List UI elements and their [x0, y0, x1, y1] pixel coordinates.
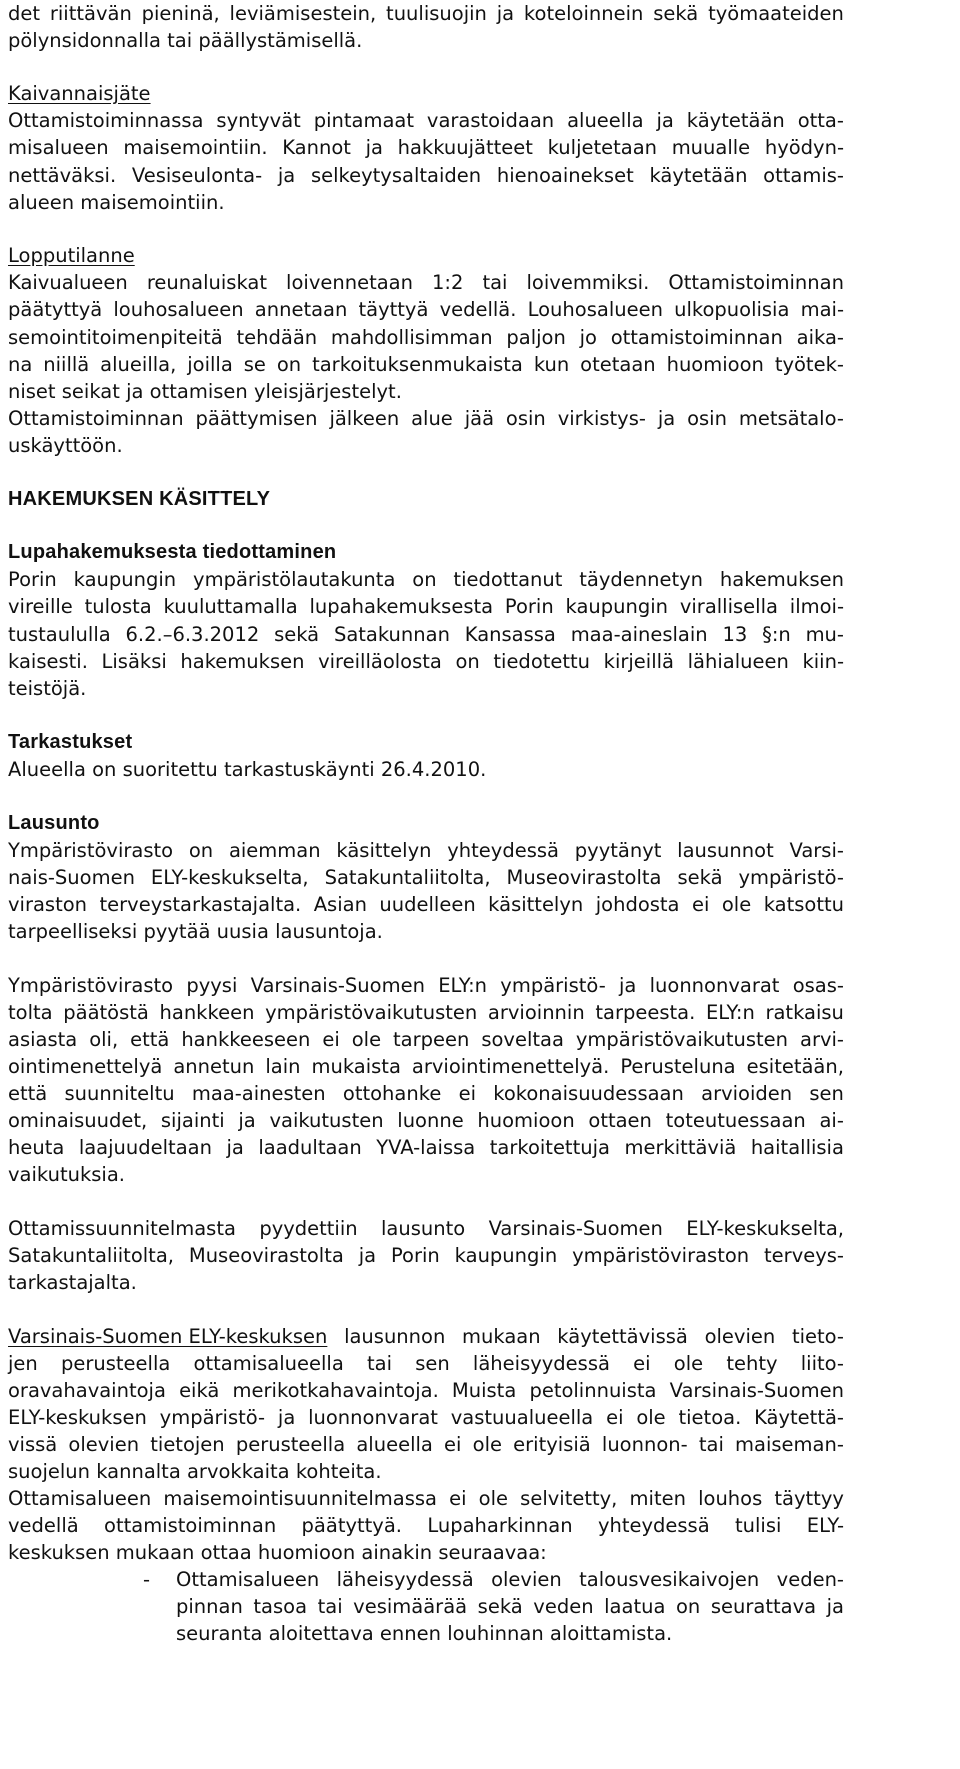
- kaivannaisjate-title: Kaivannaisjäte: [8, 82, 151, 105]
- tarkastukset-title: Tarkastukset: [8, 731, 133, 753]
- text-line: ELY-keskuksen ympäristö- ja luonnonvarat vastuualueella ei ole tietoa. Käytettä-: [8, 1406, 844, 1429]
- text-line: heuta laajuudeltaan ja laadultaan YVA-laissa tarkoitettuja merkittäviä haitallisia: [8, 1136, 844, 1159]
- text-line: Ympäristövirasto on aiemman käsittelyn yhteydessä pyytänyt lausunnot Varsi-: [8, 839, 844, 862]
- text-line: nais-Suomen ELY-keskukselta, Satakuntaliitolta, Museovirastolta sekä ympäristö-: [8, 866, 844, 889]
- text-line: vaikutuksia.: [8, 1163, 125, 1186]
- text-line: päätyttyä louhosalueen annetaan täyttyä vedellä. Louhosalueen ulkopuolisia mai-: [8, 298, 844, 321]
- text-line: niset seikat ja ottamisen yleisjärjestelyt.: [8, 380, 402, 403]
- text-line: Ottamistoiminnassa syntyvät pintamaat varastoidaan alueella ja käytetään otta-: [8, 109, 844, 132]
- text-line: det riittävän pieninä, leviämisestein, tuulisuojin ja koteloinnein sekä työmaateiden: [8, 2, 844, 25]
- text-line: Ottamisalueen maisemointisuunnitelmassa ei ole selvitetty, miten louhos täyttyy: [8, 1487, 844, 1510]
- text-line: vissä olevien tietojen perusteella alueella ei ole erityisiä luonnon- tai maiseman-: [8, 1433, 844, 1456]
- text-line: na niillä alueilla, joilla se on tarkoituksenmukaista kun otetaan huomioon työtek-: [8, 353, 844, 376]
- text-line: Ottamisalueen läheisyydessä olevien talousvesikaivojen veden-: [176, 1568, 844, 1591]
- text-line: tarkastajalta.: [8, 1271, 137, 1294]
- lausunto-title: Lausunto: [8, 812, 100, 834]
- text-line: vireille tulosta kuuluttamalla lupahakemuksesta Porin kaupungin virallisella ilmoi-: [8, 595, 844, 618]
- text-line: että suunniteltu maa-ainesten ottohanke ei kokonaisuudessaan arvioiden sen: [8, 1082, 844, 1105]
- text-line: alueen maisemointiin.: [8, 191, 225, 214]
- lupahakemuksesta-title: Lupahakemuksesta tiedottaminen: [8, 541, 337, 563]
- text-line: misalueen maisemointiin. Kannot ja hakkuujätteet kuljetetaan muualle hyödyn-: [8, 136, 844, 159]
- text-line: semointitoimenpiteitä tehdään mahdollisimman paljon jo ottamistoiminnan aika-: [8, 326, 844, 349]
- text-line: seuranta aloitettava ennen louhinnan aloittamista.: [176, 1622, 673, 1645]
- text-line: pölynsidonnalla tai päällystämisellä.: [8, 29, 363, 52]
- text-line: tolta päätöstä hankkeen ympäristövaikutusten arvioinnin tarpeesta. ELY:n ratkaisu: [8, 1001, 844, 1024]
- text-line: jen perusteella ottamisalueella tai sen läheisyydessä ei ole tehty liito-: [8, 1352, 844, 1375]
- bullet-dash: -: [143, 1568, 151, 1591]
- text-line: Satakuntaliitolta, Museovirastolta ja Porin kaupungin ympäristöviraston terveys-: [8, 1244, 844, 1267]
- text-line: asiasta oli, että hankkeeseen ei ole tarpeen soveltaa ympäristövaikutusten arvi-: [8, 1028, 844, 1051]
- text-line: Ottamistoiminnan päättymisen jälkeen alue jää osin virkistys- ja osin metsätalo-: [8, 407, 844, 430]
- text-line: oravahavaintoja eikä merikotkahavaintoja. Muista petolinnuista Varsinais-Suomen: [8, 1379, 844, 1402]
- text-line: suojelun kannalta arvokkaita kohteita.: [8, 1460, 382, 1483]
- text-line: Varsinais-Suomen ELY-keskuksen lausunnon mukaan käytettävissä olevien tieto-: [8, 1325, 844, 1348]
- hakemuksen-kasittely-title: HAKEMUKSEN KÄSITTELY: [8, 488, 271, 510]
- text-line: ointimenettelyä annetun lain mukaista arviointimenettelyä. Perusteluna esitetään,: [8, 1055, 844, 1078]
- text-line: tarpeelliseksi pyytää uusia lausuntoja.: [8, 920, 383, 943]
- text-line: vedellä ottamistoiminnan päätyttyä. Lupaharkinnan yhteydessä tulisi ELY-: [8, 1514, 844, 1537]
- text-line: ominaisuudet, sijainti ja vaikutusten luonne huomioon ottaen toteutuessaan ai-: [8, 1109, 844, 1132]
- text-line: kaisesti. Lisäksi hakemuksen vireilläolosta on tiedotettu kirjeillä lähialueen kiin-: [8, 650, 844, 673]
- text-line: viraston terveystarkastajalta. Asian uudelleen käsittelyn johdosta ei ole katsottu: [8, 893, 844, 916]
- text-line: pinnan tasoa tai vesimäärää sekä veden laatua on seurattava ja: [176, 1595, 844, 1618]
- underlined-phrase: Varsinais-Suomen ELY-keskuksen: [8, 1325, 328, 1348]
- text-line: nettäväksi. Vesiseulonta- ja selkeytysaltaiden hienoainekset käytetään ottamis-: [8, 164, 844, 187]
- text-line: Alueella on suoritettu tarkastuskäynti 26.4.2010.: [8, 758, 487, 781]
- text-line: Ottamissuunnitelmasta pyydettiin lausunto Varsinais-Suomen ELY-keskukselta,: [8, 1217, 844, 1240]
- text-line: teistöjä.: [8, 677, 87, 700]
- text-line: Kaivualueen reunaluiskat loivennetaan 1:2 tai loivemmiksi. Ottamistoiminnan: [8, 271, 844, 294]
- text-line: keskuksen mukaan ottaa huomioon ainakin seuraavaa:: [8, 1541, 547, 1564]
- lopputilanne-title: Lopputilanne: [8, 244, 135, 267]
- text-line: Porin kaupungin ympäristölautakunta on tiedottanut täydennetyn hakemuksen: [8, 568, 844, 591]
- text-line: Ympäristövirasto pyysi Varsinais-Suomen ELY:n ympäristö- ja luonnonvarat osas-: [8, 974, 844, 997]
- text-line: uskäyttöön.: [8, 434, 123, 457]
- text-line: tustaululla 6.2.–6.3.2012 sekä Satakunnan Kansassa maa-aineslain 13 §:n mu-: [8, 623, 844, 646]
